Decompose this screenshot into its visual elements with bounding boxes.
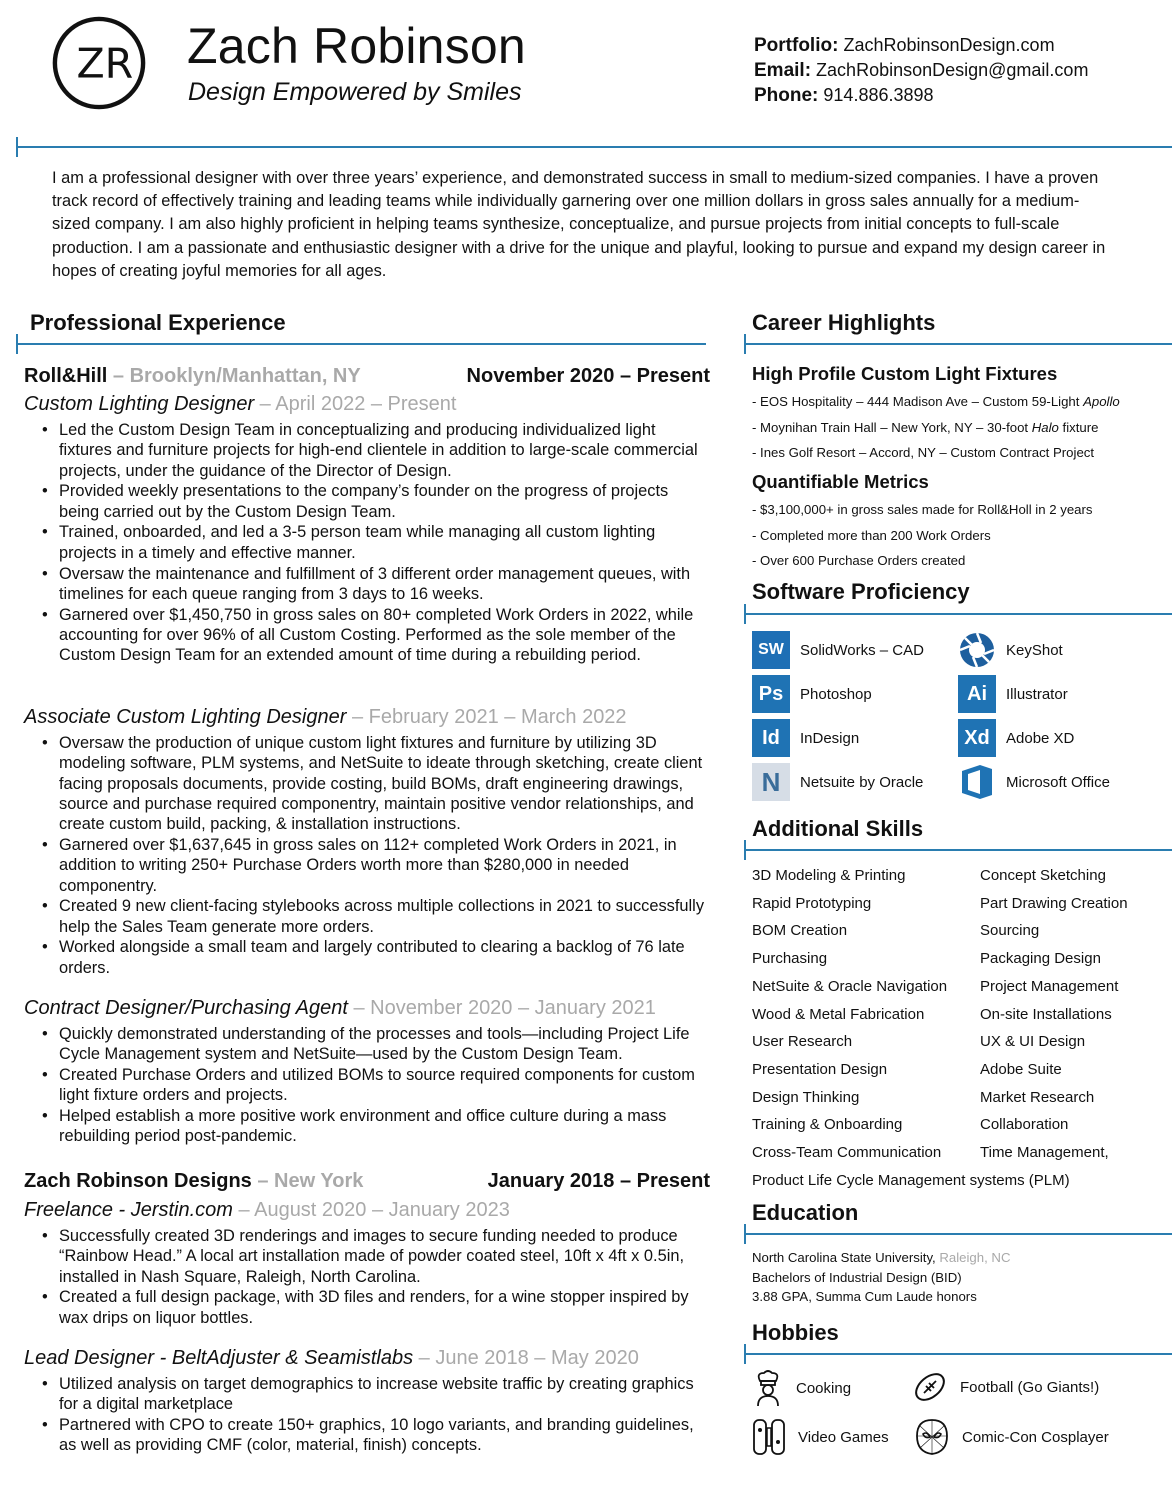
software-heading: Software Proficiency [752, 579, 970, 604]
hobby-item: Video Games [752, 1418, 889, 1456]
highlights-heading: Career Highlights [752, 310, 936, 335]
summary-paragraph: I am a professional designer with over three years’ experience, and demonstrated success in small to medium-sized companies. I have a proven track record of effectively training and leading teams while individually garnering over one million dollars in gross sales annually for a medium-sized company. I am also highly proficient in helping teams synthesize, conceptualize, and pursue projects from initial concepts to full-scale production. I am a passionate and enthusiastic designer with a drive for the unique and playful, looking to pursue and expand my design career in hopes of creating joyful memories for all ages. [52, 169, 1106, 280]
bullet: • Oversaw the maintenance and fulfillment of 3 different order management queues, with timelines for each queue ranging from 3 days to 16 weeks. [40, 564, 712, 605]
skill-item: Time Management, [980, 1144, 1109, 1162]
skill-item: Concept Sketching [980, 867, 1106, 884]
bullet: • Garnered over $1,637,645 in gross sales on 112+ completed Work Orders in 2021, in addition to writing 250+ Purchase Orders worth more than $280,000 in needed componentry. [40, 835, 712, 896]
contact-block [754, 33, 1088, 108]
experience-heading: Professional Experience [30, 310, 286, 335]
bullet: • Successfully created 3D renderings and images to secure funding needed to produce “Rainbow Head.” A local art installation made of powder coated steel, 10ft x 4ft x 0.5in, installed in Nash Square, Raleigh, North Carolina. [40, 1226, 712, 1287]
page-title: Zach Robinson [187, 18, 526, 74]
bullet: • Created a full design package, with 3D files and renders, for a wine stopper inspired by wax drips on liquor bottles. [40, 1287, 712, 1328]
bullet: • Partnered with CPO to create 150+ graphics, 10 logo variants, and branding guidelines, as well as providing CMF (color, material, finish) concepts. [40, 1415, 712, 1456]
skill-item: Adobe Suite [980, 1060, 1062, 1078]
hobby-item: Football (Go Giants!) [912, 1369, 1099, 1405]
software-item: SW SolidWorks – CAD [752, 631, 924, 669]
adobe-xd-icon: Xd [958, 719, 996, 757]
software-item: Ps Photoshop [752, 675, 872, 713]
software-item: N Netsuite by Oracle [752, 763, 923, 801]
game-controller-icon [752, 1418, 786, 1456]
software-item: Xd Adobe XD [958, 719, 1074, 757]
bullet: • Utilized analysis on target demographics to increase website traffic by creating graphics for a digital marketplace [40, 1374, 712, 1415]
football-icon [912, 1369, 948, 1405]
list-item: - EOS Hospitality – 444 Madison Ave – Custom 59-Light Apollo [752, 394, 1120, 409]
bullet: • Helped establish a more positive work environment and office culture during a mass rebuilding period post-pandemic. [40, 1106, 712, 1147]
role-title: Lead Designer - BeltAdjuster & Seamistlabs – June 2018 – May 2020 [24, 1347, 639, 1369]
skill-item: Sourcing [980, 922, 1040, 940]
hobbies-divider [744, 1353, 1172, 1355]
bullet: • Worked alongside a small team and largely contributed to clearing a backlog of 76 late orders. [40, 937, 712, 978]
skill-item: Wood & Metal Fabrication [752, 1005, 925, 1023]
role-bullets [40, 1024, 712, 1147]
bullet: • Oversaw the production of unique custom light fixtures and furniture by utilizing 3D modeling software, PLM systems, and NetSuite to ideate through sketching, create client facing proposals documents, provide costing, build BOMs, draft engineering drawings, source and purchase required componentry, maintain positive vendor relationships, and create custom build, packing, & installation instructions. [40, 733, 712, 834]
skill-item: User Research [752, 1033, 853, 1051]
tagline: Design Empowered by Smiles [188, 78, 522, 106]
skill-item: 3D Modeling & Printing [752, 867, 906, 884]
skill-item: Project Management [980, 977, 1119, 995]
fixtures-list [752, 389, 1120, 466]
skill-item: NetSuite & Oracle Navigation [752, 977, 948, 995]
software-item: Id InDesign [752, 719, 859, 757]
bullet: • Created Purchase Orders and utilized BOMs to source required components for custom light fixture orders and projects. [40, 1065, 712, 1106]
list-item: - Ines Golf Resort – Accord, NY – Custom Contract Project [752, 445, 1095, 460]
skills-divider [744, 849, 1172, 851]
software-item: Microsoft Office [958, 763, 1110, 801]
education-heading: Education [752, 1200, 859, 1225]
hobbies-heading: Hobbies [752, 1320, 839, 1345]
skill-item: UX & UI Design [980, 1033, 1086, 1051]
spiderman-mask-icon [914, 1418, 950, 1456]
chef-icon [752, 1369, 784, 1407]
software-divider [744, 613, 1172, 615]
skill-item: BOM Creation [752, 922, 848, 940]
list-item: - $3,100,000+ in gross sales made for Roll&Holl in 2 years [752, 502, 1093, 517]
bullet: • Provided weekly presentations to the company’s founder on the progress of projects being carried out by the Custom Design Team. [40, 481, 712, 522]
company-row-zr-designs: Zach Robinson Designs – New York January 2018 – Present [24, 1170, 710, 1192]
zr-monogram-logo [50, 14, 148, 112]
skills-right-column [980, 862, 1128, 1167]
hobby-item: Comic-Con Cosplayer [914, 1418, 1109, 1456]
contact-phone: Phone: 914.886.3898 [754, 85, 934, 106]
bullet: • Quickly demonstrated understanding of the processes and tools—including Project Life Cycle Management system and NetSuite—used by the Custom Design Team. [40, 1024, 712, 1065]
software-item: Ai Illustrator [958, 675, 1068, 713]
gpa: 3.88 GPA, Summa Cum Laude honors [752, 1289, 977, 1305]
skills-heading: Additional Skills [752, 816, 924, 841]
hobby-item: Cooking [752, 1369, 851, 1407]
skill-item: Design Thinking [752, 1088, 860, 1106]
bullet: • Created 9 new client-facing stylebooks across multiple collections in 2021 to successfully help the Sales Team generate more orders. [40, 896, 712, 937]
skill-item: Presentation Design [752, 1060, 888, 1078]
role-bullets [40, 420, 712, 666]
metrics-list [752, 497, 1093, 574]
role-title: Associate Custom Lighting Designer – February 2021 – March 2022 [24, 706, 627, 728]
role-title: Custom Lighting Designer – April 2022 – Present [24, 393, 457, 415]
svg-text:ZR: ZR [76, 39, 134, 88]
header-divider [16, 146, 1172, 148]
bullet: • Led the Custom Design Team in conceptualizing and producing individualized light fixtures and furniture projects for high-end clientele in addition to large-scale commercial projects, under the guidance of the Director of Design. [40, 420, 712, 481]
skill-item: Rapid Prototyping [752, 894, 872, 912]
list-item: - Moynihan Train Hall – New York, NY – 30-foot Halo fixture [752, 419, 1099, 435]
skill-item: Collaboration [980, 1116, 1069, 1134]
skill-item: Market Research [980, 1088, 1095, 1106]
bullet: • Trained, onboarded, and led a 3-5 person team while managing all custom lighting projects in a timely and effective manner. [40, 522, 712, 563]
role-title: Contract Designer/Purchasing Agent – November 2020 – January 2021 [24, 997, 656, 1019]
education-block [752, 1248, 1010, 1307]
skill-item: Part Drawing Creation [980, 894, 1128, 912]
role-title: Freelance - Jerstin.com – August 2020 – January 2023 [24, 1199, 510, 1221]
skill-item: Product Life Cycle Management systems (PLM) [752, 1171, 1070, 1189]
skill-item: On-site Installations [980, 1005, 1112, 1023]
metrics-subheading: Quantifiable Metrics [752, 471, 929, 492]
keyshot-icon [958, 631, 996, 669]
school: North Carolina State University, Raleigh, NC [752, 1250, 1011, 1265]
contact-portfolio[interactable]: Portfolio: ZachRobinsonDesign.com [754, 35, 1055, 56]
skill-item: Packaging Design [980, 950, 1101, 968]
skill-item: Cross-Team Communication [752, 1144, 942, 1162]
solidworks-icon: SW [752, 631, 790, 669]
experience-divider [16, 343, 706, 345]
list-item: - Over 600 Purchase Orders created [752, 553, 966, 568]
fixtures-subheading: High Profile Custom Light Fixtures [752, 363, 1058, 384]
photoshop-icon: Ps [752, 675, 790, 713]
bullet: • Garnered over $1,450,750 in gross sales on 80+ completed Work Orders in 2022, while accounting for over 96% of all Custom Costing. Performed as the sole member of the Custom Design Team for an extended amount of time during a rebuilding period. [40, 605, 712, 666]
role-bullets [40, 1226, 712, 1328]
illustrator-icon: Ai [958, 675, 996, 713]
list-item: - Completed more than 200 Work Orders [752, 527, 991, 543]
indesign-icon: Id [752, 719, 790, 757]
company-row-rollhill: Roll&Hill – Brooklyn/Manhattan, NY November 2020 – Present [24, 365, 710, 387]
netsuite-icon: N [752, 763, 790, 801]
degree: Bachelors of Industrial Design (BID) [752, 1269, 962, 1285]
role-bullets [40, 733, 712, 979]
education-divider [744, 1233, 1172, 1235]
contact-email[interactable]: Email: ZachRobinsonDesign@gmail.com [754, 60, 1089, 81]
skill-item: Purchasing [752, 950, 828, 968]
skill-item: Training & Onboarding [752, 1116, 903, 1134]
role-bullets [40, 1374, 712, 1456]
software-item: KeyShot [958, 631, 1063, 669]
highlights-divider [744, 343, 1172, 345]
microsoft-office-icon [958, 763, 996, 801]
